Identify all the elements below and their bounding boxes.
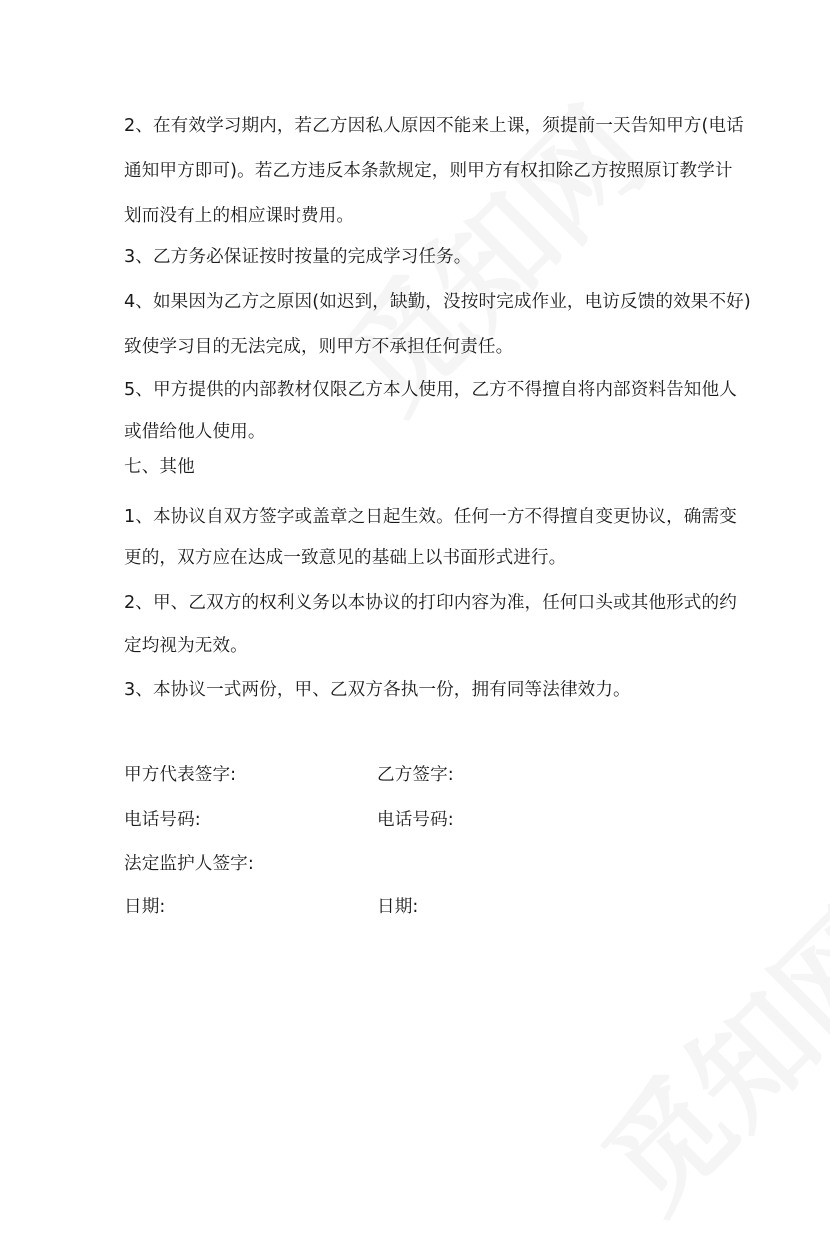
party-a-date-label: 日期: [124, 897, 166, 917]
party-a-rep-signature-label: 甲方代表签字: [124, 765, 237, 785]
party-a-phone-label: 电话号码: [124, 810, 201, 830]
text-line: 4、如果因为乙方之原因(如迟到，缺勤，没按时完成作业，电访反馈的效果不好) [124, 292, 751, 312]
text-line: 通知甲方即可)。若乙方违反本条款规定，则甲方有权扣除乙方按照原订教学计 [124, 161, 733, 181]
text-line: 划而没有上的相应课时费用。 [124, 206, 355, 226]
party-b-phone-label: 电话号码: [377, 810, 454, 830]
text-line: 3、本协议一式两份，甲、乙双方各执一份，拥有同等法律效力。 [124, 680, 631, 700]
text-line: 致使学习目的无法完成，则甲方不承担任何责任。 [124, 337, 514, 357]
text-line: 2、甲、乙双方的权利义务以本协议的打印内容为准，任何口头或其他形式的约 [124, 593, 737, 613]
guardian-signature-label: 法定监护人签字: [124, 854, 254, 874]
party-b-signature-label: 乙方签字: [377, 765, 454, 785]
text-line: 或借给他人使用。 [124, 422, 266, 442]
party-b-date-label: 日期: [377, 897, 419, 917]
text-line: 3、乙方务必保证按时按量的完成学习任务。 [124, 247, 472, 267]
section-title: 七、其他 [124, 457, 195, 477]
text-line: 5、甲方提供的内部教材仅限乙方本人使用，乙方不得擅自将内部资料告知他人 [124, 380, 737, 400]
text-line: 1、本协议自双方签字或盖章之日起生效。任何一方不得擅自变更协议，确需变 [124, 507, 737, 527]
watermark [560, 865, 830, 1241]
text-line: 2、在有效学习期内，若乙方因私人原因不能来上课，须提前一天告知甲方(电话 [124, 116, 744, 136]
text-line: 定均视为无效。 [124, 636, 248, 656]
text-line: 更的，双方应在达成一致意见的基础上以书面形式进行。 [124, 548, 567, 568]
